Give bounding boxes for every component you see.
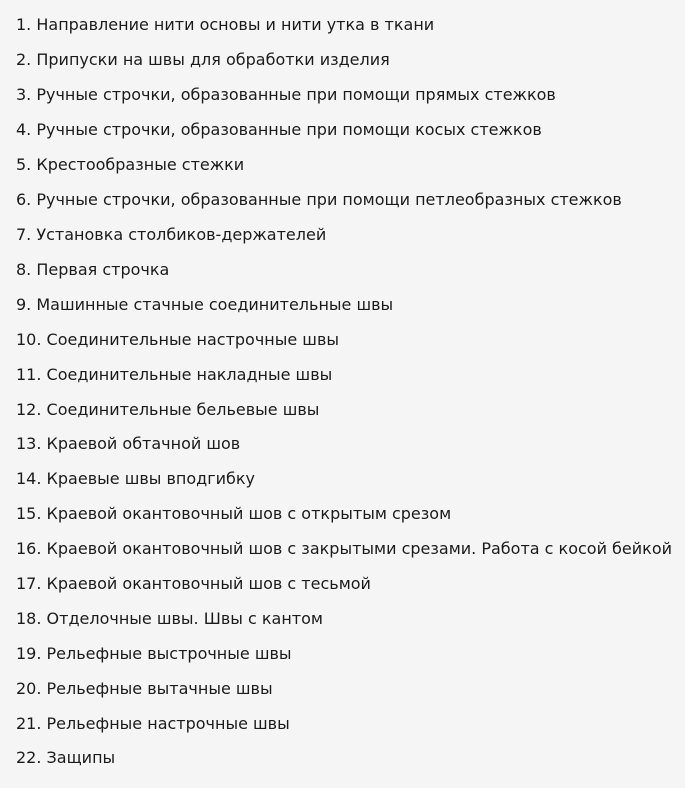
- list-item[interactable]: 16. Краевой окантовочный шов с закрытыми срезами. Работа с косой бейкой: [16, 539, 673, 558]
- list-item[interactable]: 17. Краевой окантовочный шов с тесьмой: [16, 574, 371, 593]
- list-item[interactable]: 15. Краевой окантовочный шов с открытым срезом: [16, 504, 452, 523]
- list-item[interactable]: 19. Рельефные выстрочные швы: [16, 644, 292, 663]
- list-item[interactable]: 10. Соединительные настрочные швы: [16, 330, 340, 349]
- list-item[interactable]: 2. Припуски на швы для обработки изделия: [16, 50, 390, 69]
- list-item[interactable]: 21. Рельефные настрочные швы: [16, 714, 290, 733]
- list-item[interactable]: 7. Установка столбиков-держателей: [16, 225, 327, 244]
- list-item[interactable]: 6. Ручные строчки, образованные при помощи петлеобразных стежков: [16, 190, 622, 209]
- list-item[interactable]: 20. Рельефные вытачные швы: [16, 679, 273, 698]
- list-item[interactable]: 5. Крестообразные стежки: [16, 155, 245, 174]
- list-item[interactable]: 3. Ручные строчки, образованные при помощи прямых стежков: [16, 85, 556, 104]
- list-item[interactable]: 4. Ручные строчки, образованные при помощи косых стежков: [16, 120, 542, 139]
- list-item[interactable]: 22. Защипы: [16, 748, 116, 767]
- list-item[interactable]: 14. Краевые швы вподгибку: [16, 469, 256, 488]
- list-item[interactable]: 12. Соединительные бельевые швы: [16, 400, 320, 419]
- list-item[interactable]: 13. Краевой обтачной шов: [16, 434, 241, 453]
- list-item[interactable]: 11. Соединительные накладные швы: [16, 365, 333, 384]
- list-item[interactable]: 1. Направление нити основы и нити утка в ткани: [16, 15, 435, 34]
- list-item[interactable]: 8. Первая строчка: [16, 260, 170, 279]
- list-item[interactable]: 18. Отделочные швы. Швы с кантом: [16, 609, 323, 628]
- list-item[interactable]: 9. Машинные стачные соединительные швы: [16, 295, 394, 314]
